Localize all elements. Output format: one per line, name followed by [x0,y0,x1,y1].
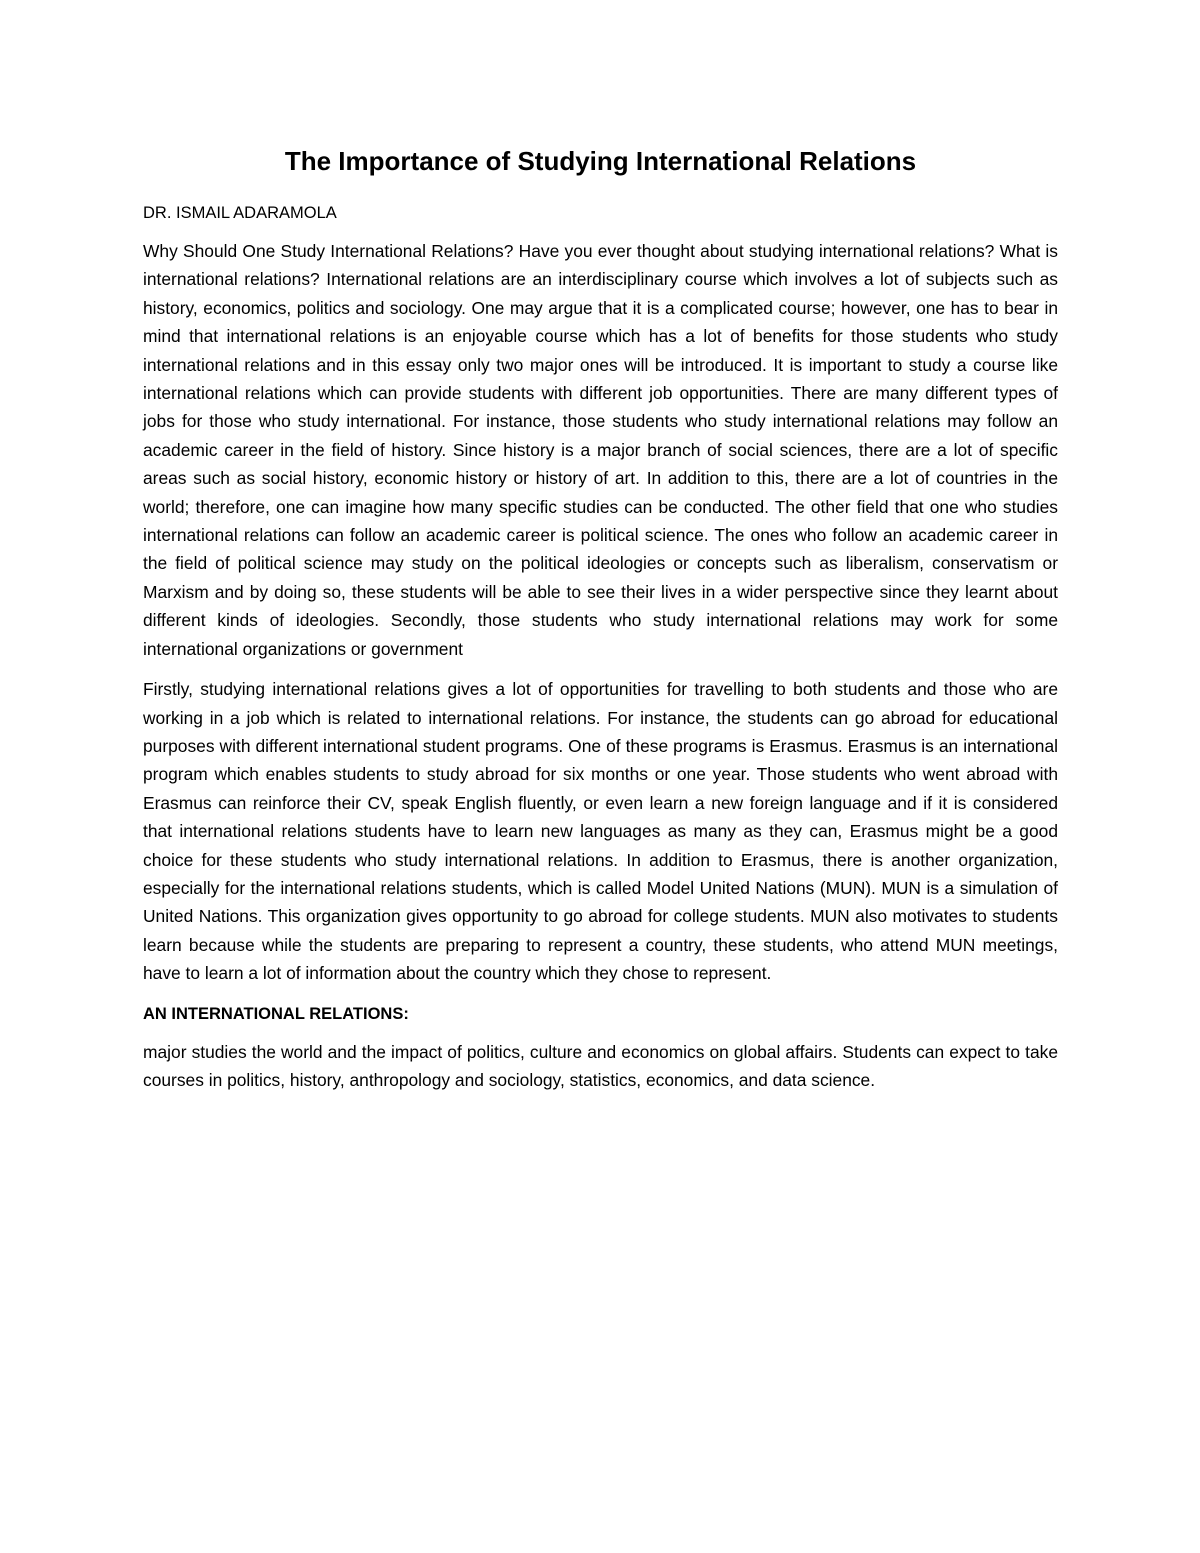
document-title: The Importance of Studying International Relations [284,146,917,176]
paragraph-intro: Why Should One Study International Relations? Have you ever thought about studying international relations? What is international relations? International relations are an interdisciplinary course which involves a lot of subjects such as history, economics, politics and sociology. One may argue that it is a complicated course; however, one has to bear in mind that international relations is an enjoyable course which has a lot of benefits for those students who study international relations and in this essay only two major ones will be introduced. It is important to study a course like international relations which can provide students with different job opportunities. There are many different types of jobs for those who study international. For instance, those students who study international relations may follow an academic career in the field of history. Since history is a major branch of social sciences, there are a lot of specific areas such as social history, economic history or history of art. In addition to this, there are a lot of countries in the world; therefore, one can imagine how many specific studies can be conducted. The other field that one who studies international relations can follow an academic career is political science. The ones who follow an academic career in the field of political science may study on the political ideologies or concepts such as liberalism, conservatism or Marxism and by doing so, these students will be able to see their lives in a wider perspective since they learnt about different kinds of ideologies. Secondly, those students who study international relations may work for some international organizations or government [143,241,1058,659]
section-paragraph: major studies the world and the impact of politics, culture and economics on global affairs. Students can expect to take courses in politics, history, anthropology and sociology, statistics, economics, and data science. [143,1041,1058,1090]
section-heading: AN INTERNATIONAL RELATIONS: [143,1004,409,1023]
paragraph-travel: Firstly, studying international relations gives a lot of opportunities for travelling to both students and those who are working in a job which is related to international relations. For instance, the students can go abroad for educational purposes with different international student programs. One of these programs is Erasmus. Erasmus is an international program which enables students to study abroad for six months or one year. Those students who went abroad with Erasmus can reinforce their CV, speak English fluently, or even learn a new foreign language and if it is considered that international relations students have to learn new languages as many as they can, Erasmus might be a good choice for these students who study international relations. In addition to Erasmus, there is another organization, especially for the international relations students, which is called Model United Nations (MUN). MUN is a simulation of United Nations. This organization gives opportunity to go abroad for college students. MUN also motivates to students learn because while the students are preparing to represent a country, these students, who attend MUN meetings, have to learn a lot of information about the country which they chose to represent. [143,679,1058,984]
author-name: DR. ISMAIL ADARAMOLA [143,204,337,222]
document-body [143,143,1058,1106]
